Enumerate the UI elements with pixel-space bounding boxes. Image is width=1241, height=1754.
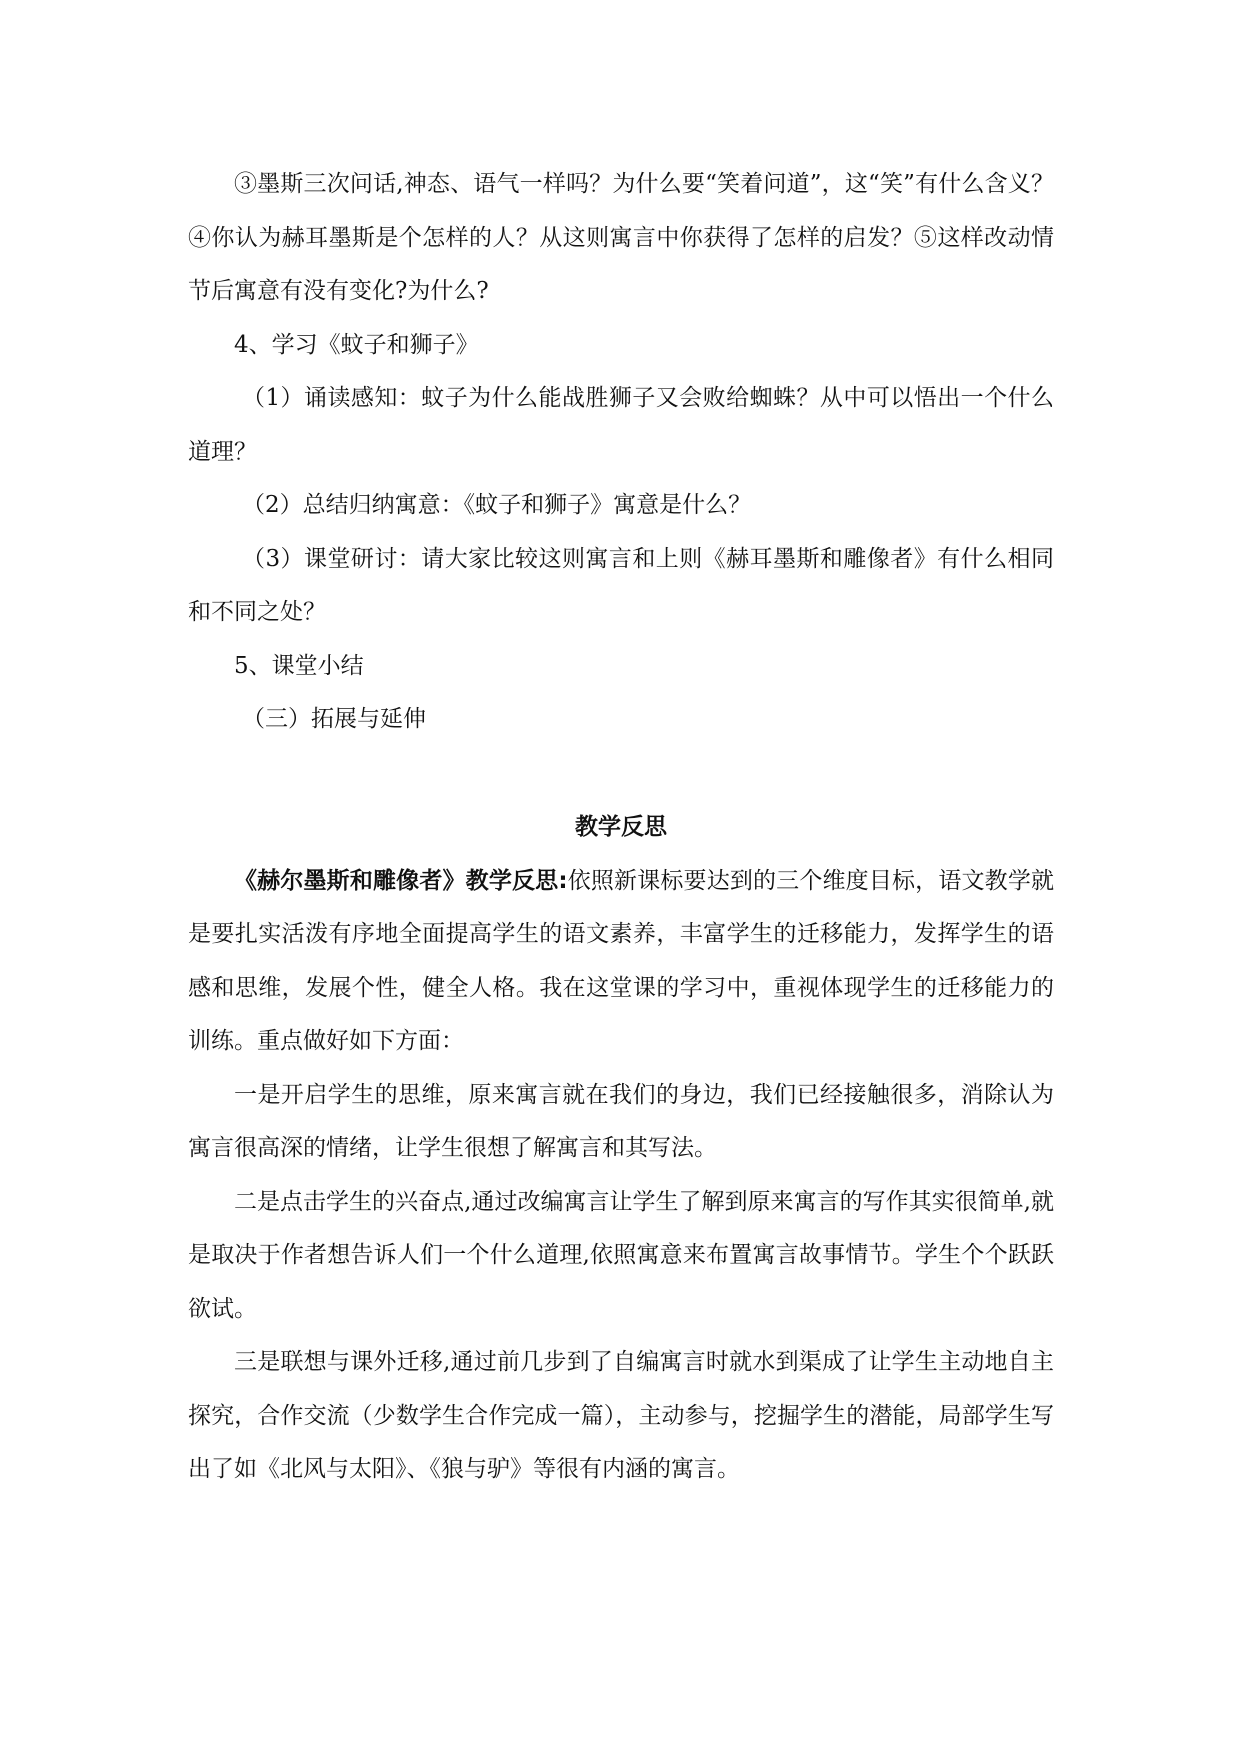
paragraph-extension: （三）拓展与延伸 — [242, 706, 426, 732]
reflection-point-2: 二是点击学生的兴奋点,通过改编寓言让学生了解到原来寓言的写作其实很简单,就是取决于作者想告诉人们一个什么道理,依照寓意来布置寓言故事情节。学生个个跃跃欲试。 — [188, 1188, 1054, 1322]
paragraph-step-4-2: （2）总结归纳寓意：《蚊子和狮子》寓意是什么？ — [242, 492, 752, 518]
reflection-lead-title: 《赫尔墨斯和雕像者》教学反思: — [234, 867, 568, 894]
reflection-lead-paragraph — [188, 855, 1054, 1069]
reflection-point-1: 一是开启学生的思维，原来寓言就在我们的身边，我们已经接触很多，消除认为寓言很高深的情绪，让学生很想了解寓言和其写法。 — [188, 1081, 1054, 1161]
section-gap — [188, 747, 1054, 799]
paragraph-step-5: 5、课堂小结 — [234, 652, 364, 679]
reflection-lead-text: 依照新课标要达到的三个维度目标，语文教学就是要扎实活泼有序地全面提高学生的语文素养，丰富学生的迁移能力，发挥学生的语感和思维，发展个性，健全人格。我在这堂课的学习中，重视体现学生的迁移能力的训练。重点做好如下方面： — [188, 867, 1055, 1054]
paragraph-step-4: 4、学习《蚊子和狮子》 — [234, 331, 479, 358]
document-body — [188, 158, 1054, 1497]
reflection-point-3: 三是联想与课外迁移,通过前几步到了自编寓言时就水到渠成了让学生主动地自主探究，合作交流（少数学生合作完成一篇），主动参与，挖掘学生的潜能，局部学生写出了如《北风与太阳》、《狼与驴》等很有内涵的寓言。 — [188, 1349, 1054, 1482]
paragraph-step-4-3: （3）课堂研讨：请大家比较这则寓言和上则《赫耳墨斯和雕像者》有什么相同和不同之处？ — [188, 545, 1054, 625]
paragraph-questions-3-5: ③墨斯三次问话,神态、语气一样吗？为什么要“笑着问道”，这“笑”有什么含义？ ④你认为赫耳墨斯是个怎样的人？从这则寓言中你获得了怎样的启发？⑤这样改动情节后寓意有没有变化?为什么? — [188, 171, 1054, 304]
paragraph-step-4-1: （1）诵读感知：蚊子为什么能战胜狮子又会败给蜘蛛？从中可以悟出一个什么道理？ — [188, 385, 1054, 465]
reflection-heading: 教学反思 — [575, 813, 667, 840]
